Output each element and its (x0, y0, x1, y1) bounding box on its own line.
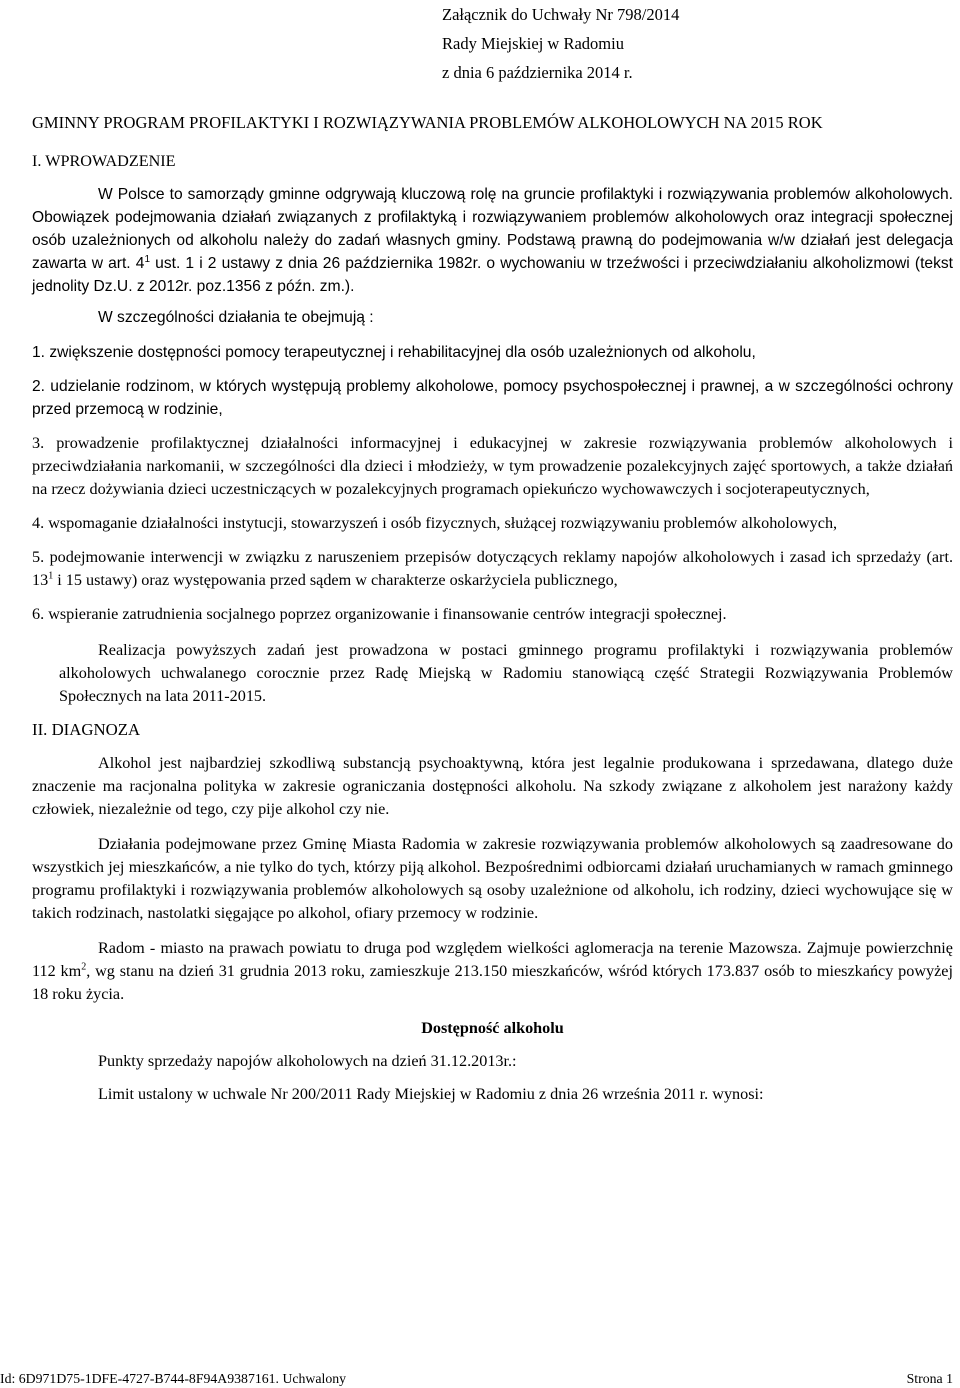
header-line-3: z dnia 6 października 2014 r. (442, 63, 633, 82)
header-line-2: Rady Miejskiej w Radomiu (442, 34, 624, 53)
realization-block (59, 639, 953, 708)
document-title: GMINNY PROGRAM PROFILAKTYKI I ROZWIĄZYWANIA PROBLEMÓW ALKOHOLOWYCH NA 2015 ROK (32, 113, 823, 132)
document-header (442, 0, 953, 87)
document-page (32, 0, 953, 1106)
sales-points-line: Punkty sprzedaży napojów alkoholowych na dzień 31.12.2013r.: (98, 1052, 517, 1070)
page-footer (0, 1370, 953, 1388)
area-unit-superscript: 2 (81, 961, 87, 973)
subheading-alcohol-availability: Dostępność alkoholu (421, 1019, 564, 1037)
limit-line: Limit ustalony w uchwale Nr 200/2011 Rady Miejskiej w Radomiu z dnia 26 września 2011 r. wynosi: (98, 1085, 764, 1103)
item-5-part-1: 5. podejmowanie interwencji w związku z naruszeniem przepisów dotyczących reklamy napojów alkoholowych i zasad ich sprzedaży (art. 13 (32, 548, 953, 589)
list-item: 1. zwiększenie dostępności pomocy terapeutycznej i rehabilitacyjnej dla osób uzależnionych od alkoholu, (32, 344, 756, 361)
list-item: 4. wspomaganie działalności instytucji, stowarzyszeń i osób fizycznych, służącej rozwiązywaniu problemów alkoholowych, (32, 514, 838, 532)
radom-text-part-2: , wg stanu na dzień 31 grudnia 2013 roku, zamieszkuje 213.150 mieszkańców, wśród których 173.837 osób to mieszkańcy powyżej 18 roku życia. (32, 962, 953, 1003)
intro-superscript: 1 (144, 253, 151, 265)
footer-page-number: Strona 1 (906, 1371, 953, 1386)
list-item (32, 546, 953, 592)
diagnosis-paragraph-1: Alkohol jest najbardziej szkodliwą substancją psychoaktywną, która jest legalnie produkowana i sprzedawana, dlatego duże znaczenie ma racjonalna polityka w zakresie ograniczania dostępności alkoholu. Na szkody związane z alkoholem jest narażony każdy człowiek, niezależnie od tego, czy pije alkohol czy nie. (32, 754, 953, 818)
intro-paragraph (32, 183, 953, 298)
section-heading-introduction: I. WPROWADZENIE (32, 152, 176, 170)
list-lead: W szczególności działania te obejmują : (98, 309, 374, 326)
list-item: 2. udzielanie rodzinom, w których występują problemy alkoholowe, pomocy psychospołecznej i prawnej, a w szczególności ochrony przed przemocą w rodzinie, (32, 378, 953, 418)
realization-paragraph: Realizacja powyższych zadań jest prowadzona w postaci gminnego programu profilaktyki i rozwiązywania problemów alkoholowych uchwalanego corocznie przez Radę Miejską w Radomiu stanowiącą część Strategii Rozwiązywania Problemów Społecznych na lata 2011-2015. (59, 641, 953, 705)
list-item: 3. prowadzenie profilaktycznej działalności informacyjnej i edukacyjnej w zakresie rozwiązywania problemów alkoholowych i przeciwdziałania narkomanii, w szczególności dla dzieci i młodzieży, w tym prowadzenie pozalekcyjnych zajęć sportowych, a także działań na rzecz dożywiania dzieci uczestniczących w pozalekcyjnych programach opiekuńczo wychowawczych i socjoterapeutycznych, (32, 434, 953, 498)
list-item: 6. wspieranie zatrudnienia socjalnego poprzez organizowanie i finansowanie centrów integracji społecznej. (32, 605, 727, 623)
intro-text-part-2: ust. 1 i 2 ustawy z dnia 26 października 1982r. o wychowaniu w trzeźwości i przeciwdziałaniu alkoholizmowi (tekst jednolity Dz.U. z 2012r. poz.1356 z późn. zm.). (32, 255, 954, 295)
diagnosis-paragraph-2: Działania podejmowane przez Gminę Miasta Radomia w zakresie rozwiązywania problemów alkoholowych są zaadresowane do wszystkich jej mieszkańców, a nie tylko do tych, którzy piją alkohol. Bezpośrednimi odbiorcami działań uruchamianych w ramach gminnego programu profilaktyki i rozwiązywania problemów alkoholowych są osoby uzależnione od alkoholu, ich rodziny, dzieci wychowujące się w takich rodzinach, nastolatki sięgające po alkohol, ofiary przemocy w rodzinie. (32, 835, 953, 922)
footer-document-id: Id: 6D971D75-1DFE-4727-B744-8F94A9387161. Uchwalony (0, 1371, 347, 1386)
intro-text-part-1: W Polsce to samorządy gminne odgrywają kluczową rolę na gruncie profilaktyki i rozwiązywania problemów alkoholowych. Obowiązek podejmowania działań związanych z profilaktyką i rozwiązywaniem problemów alkoholowych oraz integracji społecznej osób uzależnionych od alkoholu należy do zadań własnych gminy. Podstawą prawną do podejmowania w/w działań jest delegacja zawarta w art. 4 (32, 186, 953, 272)
section-heading-diagnosis: II. DIAGNOZA (32, 720, 141, 739)
item-5-superscript: 1 (48, 570, 54, 582)
item-5-part-2: i 15 ustawy) oraz występowania przed sądem w charakterze oskarżyciela publicznego, (53, 571, 618, 589)
header-line-1: Załącznik do Uchwały Nr 798/2014 (442, 5, 680, 24)
radom-text-part-1: Radom - miasto na prawach powiatu to druga pod względem wielkości aglomeracja na terenie Mazowsza. Zajmuje powierzchnię 112 km (32, 939, 953, 980)
diagnosis-paragraph-3 (32, 937, 953, 1006)
